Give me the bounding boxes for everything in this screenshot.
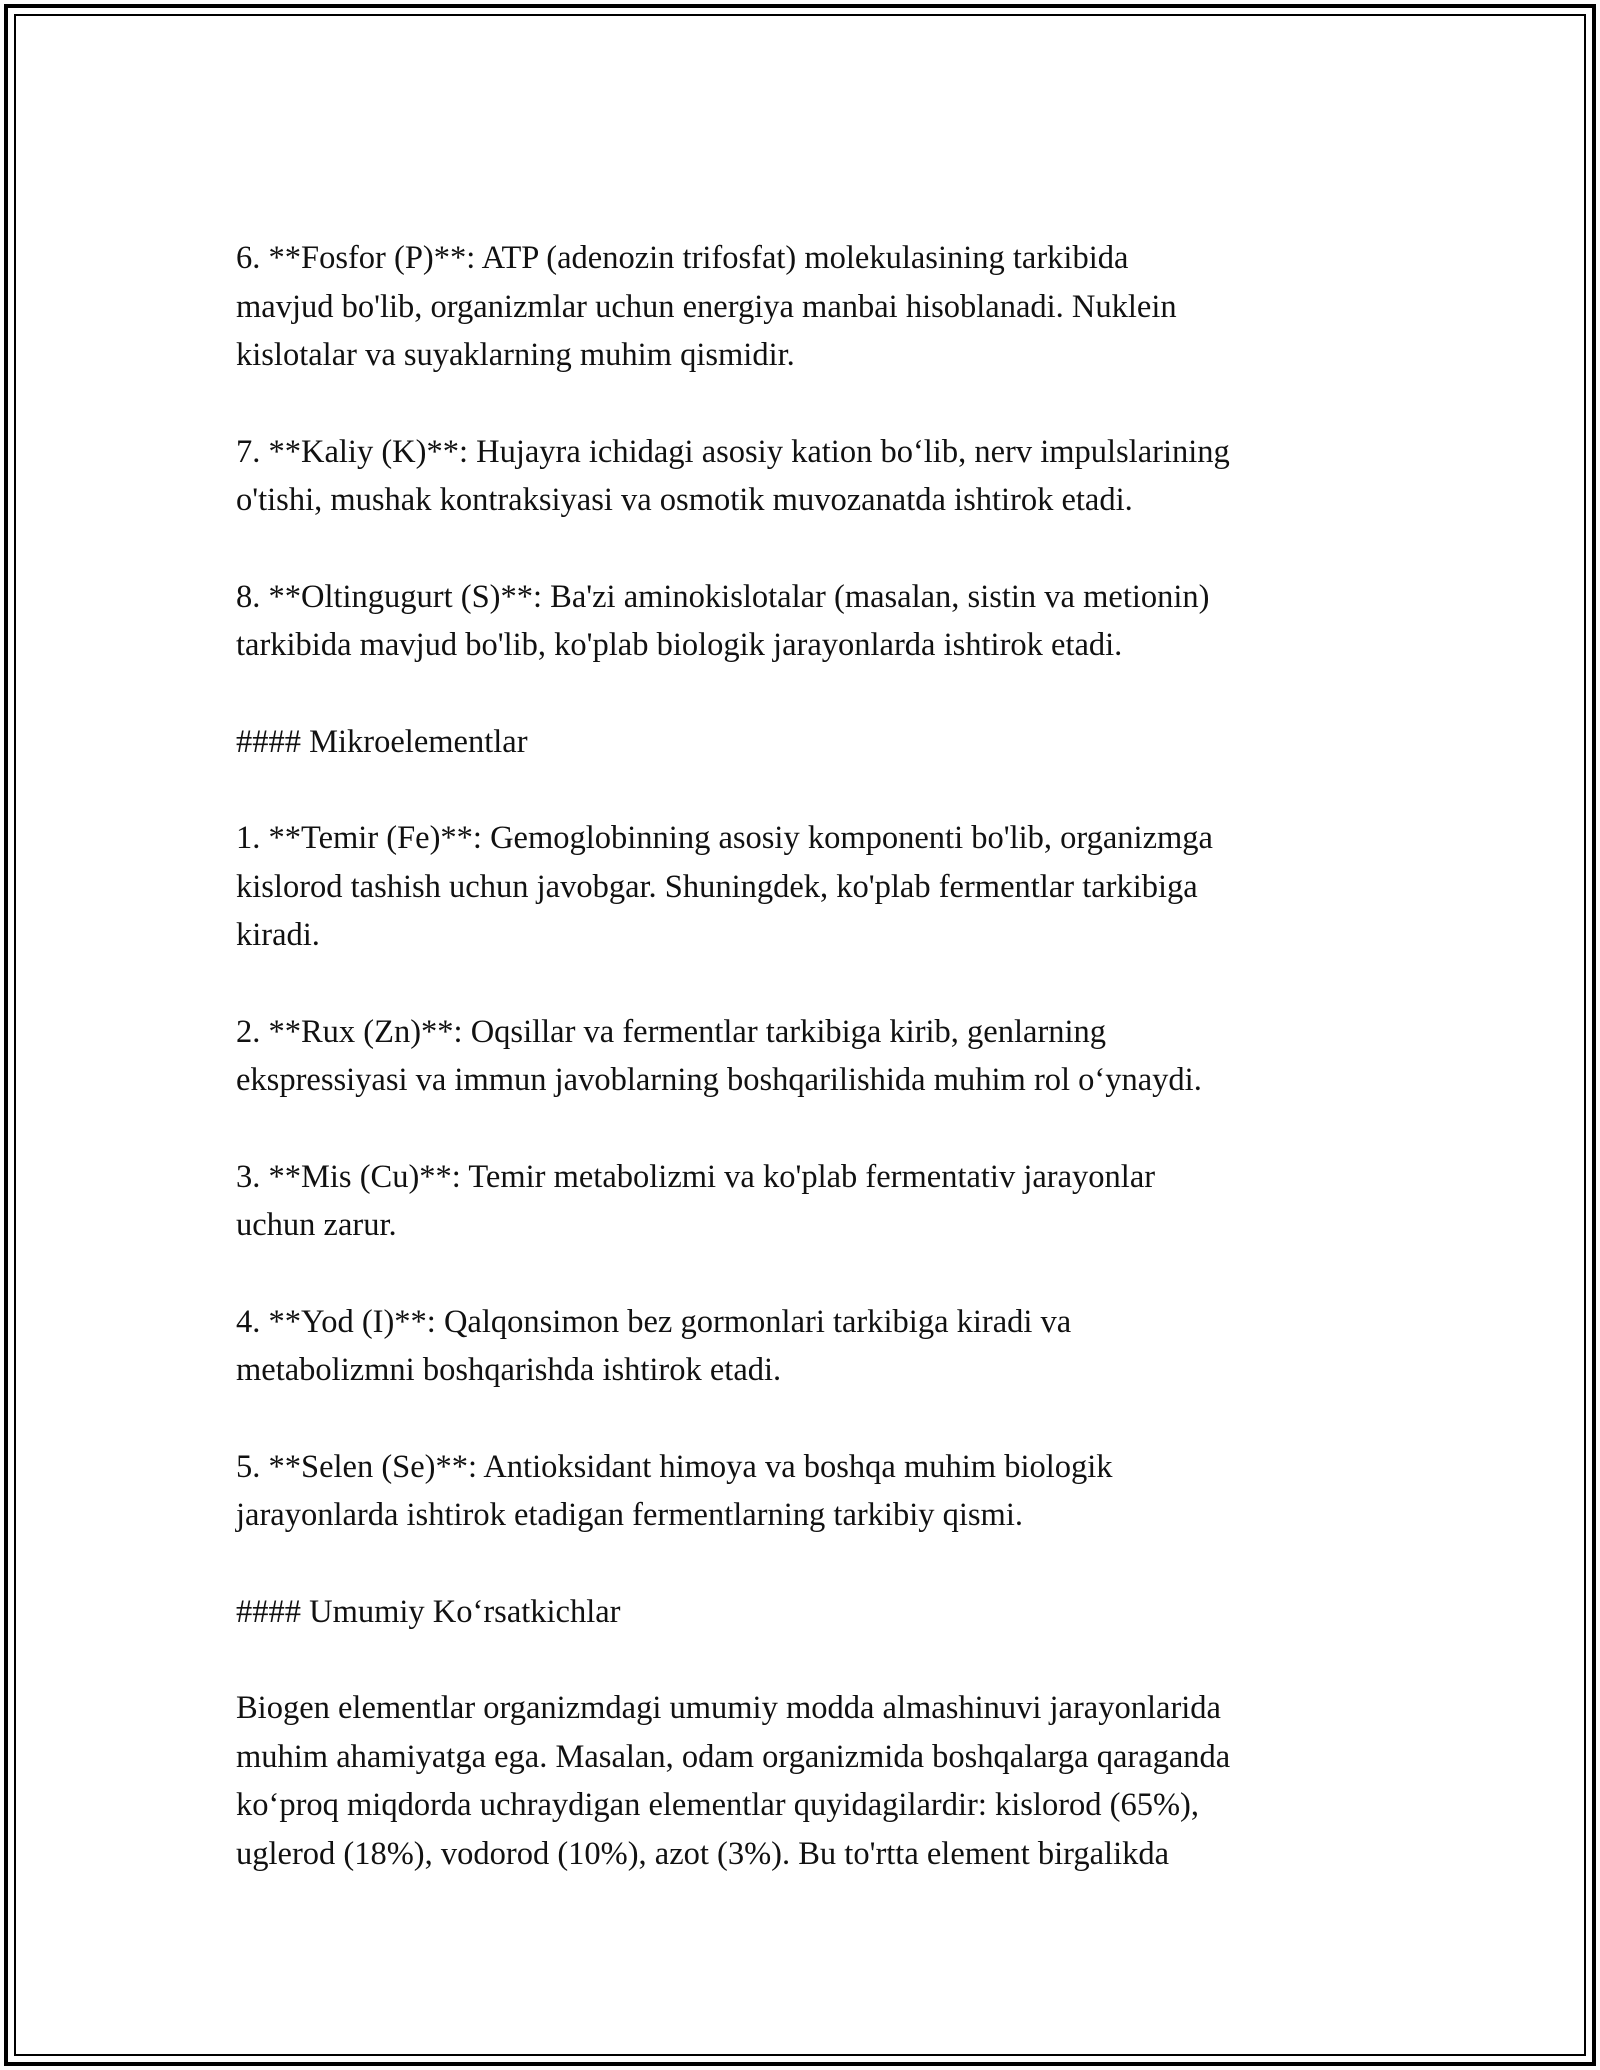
paragraph-rux: 2. **Rux (Zn)**: Oqsillar va fermentlar tarkibiga kirib, genlarning ekspressiyasi va immun javoblarning boshqarilishida muhim rol o‘ynaydi. xyxy=(236,1013,1202,1098)
paragraph-oltingugurt: 8. **Oltingugurt (S)**: Ba'zi aminokislotalar (masalan, sistin va metionin) tarkibida mavjud bo'lib, ko'plab biologik jarayonlarda ishtirok etadi. xyxy=(236,578,1210,663)
paragraph-yod: 4. **Yod (I)**: Qalqonsimon bez gormonlari tarkibiga kiradi va metabolizmni boshqarishda ishtirok etadi. xyxy=(236,1303,1072,1388)
paragraph-biogen-elementlar: Biogen elementlar organizmdagi umumiy modda almashinuvi jarayonlarida muhim ahamiyatga ega. Masalan, odam organizmida boshqalarga qaraganda ko‘proq miqdorda uchraydigan elementlar quyidagilardir: kislorod (65%), uglerod (18%), vodorod (10%), azot (3%). Bu to'rtta element birgalikda xyxy=(236,1690,1231,1872)
paragraph-selen: 5. **Selen (Se)**: Antioksidant himoya va boshqa muhim biologik jarayonlarda ishtirok etadigan fermentlarning tarkibiy qismi. xyxy=(236,1448,1113,1533)
heading-mikroelementlar: #### Mikroelementlar xyxy=(236,723,528,760)
paragraph-temir: 1. **Temir (Fe)**: Gemoglobinning asosiy komponenti bo'lib, organizmga kislorod tashish uchun javobgar. Shuningdek, ko'plab fermentlar tarkibiga kiradi. xyxy=(236,820,1213,953)
heading-umumiy-korsatkichlar: #### Umumiy Ko‘rsatkichlar xyxy=(236,1593,621,1630)
paragraph-mis: 3. **Mis (Cu)**: Temir metabolizmi va ko'plab fermentativ jarayonlar uchun zarur. xyxy=(236,1158,1156,1243)
paragraph-kaliy: 7. **Kaliy (K)**: Hujayra ichidagi asosiy kation bo‘lib, nerv impulslarining o'tishi, mushak kontraksiyasi va osmotik muvozanatda ishtirok etadi. xyxy=(236,433,1230,518)
paragraph-fosfor: 6. **Fosfor (P)**: ATP (adenozin trifosfat) molekulasining tarkibida mavjud bo'lib, organizmlar uchun energiya manbai hisoblanadi. Nuklein kislotalar va suyaklarning muhim qismidir. xyxy=(236,240,1177,373)
document-body xyxy=(236,234,1386,1878)
